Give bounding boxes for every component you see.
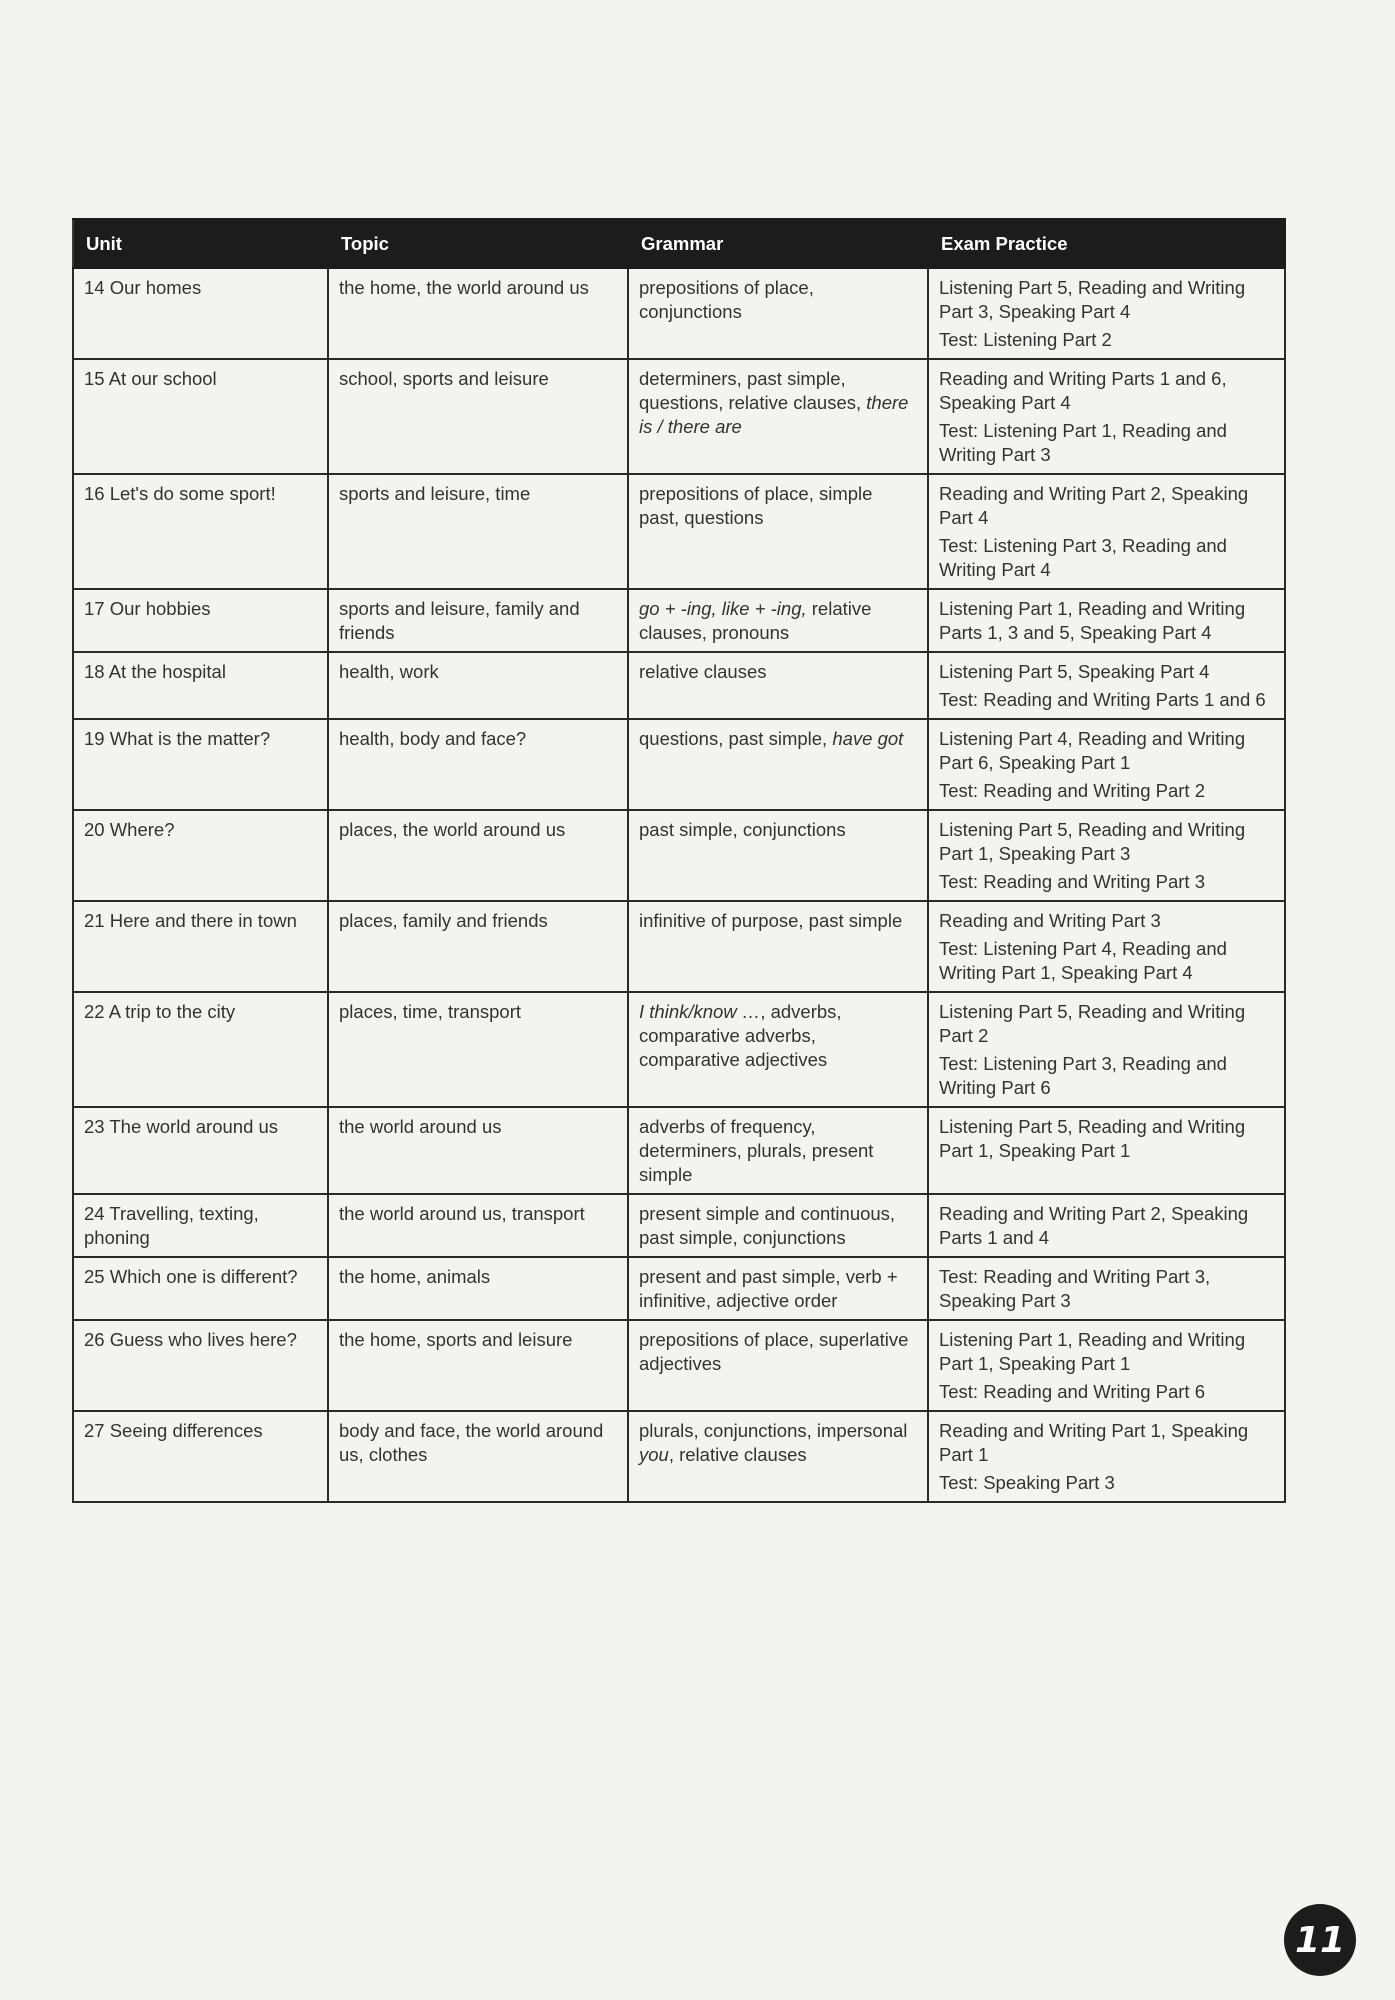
grammar-text: adverbs of frequency, determiners, plurals, present simple: [639, 1116, 874, 1185]
grammar-text: prepositions of place, simple past, questions: [639, 483, 873, 528]
table-row: [73, 1194, 1285, 1257]
cell-exam-practice: [928, 268, 1285, 359]
exam-test-text: Test: Reading and Writing Part 6: [939, 1381, 1205, 1402]
cell-exam-practice: [928, 589, 1285, 652]
cell-grammar: [628, 589, 928, 652]
cell-exam-practice: [928, 1194, 1285, 1257]
cell-exam-practice: [928, 992, 1285, 1107]
cell-exam-practice: [928, 1257, 1285, 1320]
table-header-row: [73, 219, 1285, 268]
cell-unit: 22 A trip to the city: [73, 992, 328, 1107]
exam-practice-text: Listening Part 5, Reading and Writing Part 1, Speaking Part 1: [939, 1116, 1246, 1161]
table-body: [73, 268, 1285, 1502]
table-row: [73, 268, 1285, 359]
grammar-italic-text: go + -ing, like + -ing,: [639, 598, 807, 619]
grammar-text: determiners, past simple, questions, relative clauses,: [639, 368, 867, 413]
cell-exam-practice: [928, 652, 1285, 719]
table-row: [73, 1257, 1285, 1320]
exam-practice-text: Listening Part 5, Reading and Writing Part 1, Speaking Part 3: [939, 819, 1246, 864]
exam-practice-text: Listening Part 1, Reading and Writing Parts 1, 3 and 5, Speaking Part 4: [939, 598, 1246, 643]
cell-grammar: [628, 901, 928, 992]
exam-practice-text: Reading and Writing Part 3: [939, 910, 1161, 931]
grammar-italic-text: you: [639, 1444, 669, 1465]
exam-test-text: Test: Listening Part 3, Reading and Writing Part 4: [939, 535, 1227, 580]
table-row: [73, 992, 1285, 1107]
grammar-text: present and past simple, verb + infinitive, adjective order: [639, 1266, 898, 1311]
cell-unit: 25 Which one is different?: [73, 1257, 328, 1320]
exam-practice-text: Reading and Writing Part 2, Speaking Part 4: [939, 483, 1249, 528]
cell-unit: 21 Here and there in town: [73, 901, 328, 992]
cell-grammar: [628, 268, 928, 359]
table-row: [73, 652, 1285, 719]
header-exam-practice: Exam Practice: [928, 219, 1285, 268]
exam-practice-text: Reading and Writing Part 2, Speaking Parts 1 and 4: [939, 1203, 1249, 1248]
cell-topic: the home, the world around us: [328, 268, 628, 359]
table-row: [73, 589, 1285, 652]
cell-topic: sports and leisure, time: [328, 474, 628, 589]
syllabus-table: [72, 218, 1286, 1503]
cell-unit: 17 Our hobbies: [73, 589, 328, 652]
header-grammar: Grammar: [628, 219, 928, 268]
grammar-italic-text: there is / there are: [639, 392, 909, 437]
grammar-text: infinitive of purpose, past simple: [639, 910, 903, 931]
cell-grammar: [628, 1257, 928, 1320]
table-row: [73, 901, 1285, 992]
exam-practice-text: Reading and Writing Part 1, Speaking Part 1: [939, 1420, 1249, 1465]
header-topic: Topic: [328, 219, 628, 268]
grammar-italic-text: have got: [832, 728, 904, 749]
grammar-text: prepositions of place, conjunctions: [639, 277, 814, 322]
exam-practice-text: Listening Part 4, Reading and Writing Part 6, Speaking Part 1: [939, 728, 1246, 773]
cell-exam-practice: [928, 1411, 1285, 1502]
cell-topic: sports and leisure, family and friends: [328, 589, 628, 652]
cell-grammar: [628, 474, 928, 589]
cell-unit: 26 Guess who lives here?: [73, 1320, 328, 1411]
cell-grammar: [628, 1411, 928, 1502]
grammar-italic-text: I think/know …: [639, 1001, 761, 1022]
grammar-text: , relative clauses: [668, 1444, 807, 1465]
grammar-text: prepositions of place, superlative adjectives: [639, 1329, 909, 1374]
cell-grammar: [628, 1107, 928, 1194]
exam-test-text: Test: Listening Part 1, Reading and Writing Part 3: [939, 420, 1227, 465]
exam-practice-text: Listening Part 5, Reading and Writing Part 3, Speaking Part 4: [939, 277, 1246, 322]
page-number-badge: 11: [1284, 1904, 1356, 1976]
table-row: [73, 1107, 1285, 1194]
table-row: [73, 1320, 1285, 1411]
grammar-text: present simple and continuous, past simple, conjunctions: [639, 1203, 896, 1248]
cell-unit: 23 The world around us: [73, 1107, 328, 1194]
exam-practice-text: Listening Part 5, Reading and Writing Part 2: [939, 1001, 1246, 1046]
cell-unit: 20 Where?: [73, 810, 328, 901]
cell-grammar: [628, 810, 928, 901]
cell-topic: school, sports and leisure: [328, 359, 628, 474]
table-row: [73, 359, 1285, 474]
exam-practice-text: Listening Part 5, Speaking Part 4: [939, 661, 1210, 682]
cell-topic: places, time, transport: [328, 992, 628, 1107]
exam-practice-text: Test: Reading and Writing Part 3, Speaking Part 3: [939, 1266, 1211, 1311]
cell-exam-practice: [928, 474, 1285, 589]
cell-unit: 18 At the hospital: [73, 652, 328, 719]
exam-test-text: Test: Reading and Writing Part 2: [939, 780, 1205, 801]
cell-grammar: [628, 992, 928, 1107]
cell-grammar: [628, 1194, 928, 1257]
cell-grammar: [628, 1320, 928, 1411]
cell-topic: places, family and friends: [328, 901, 628, 992]
cell-topic: places, the world around us: [328, 810, 628, 901]
cell-exam-practice: [928, 719, 1285, 810]
cell-topic: the home, animals: [328, 1257, 628, 1320]
header-unit: Unit: [73, 219, 328, 268]
cell-topic: the world around us: [328, 1107, 628, 1194]
cell-topic: health, work: [328, 652, 628, 719]
exam-practice-text: Listening Part 1, Reading and Writing Part 1, Speaking Part 1: [939, 1329, 1246, 1374]
cell-unit: 19 What is the matter?: [73, 719, 328, 810]
exam-test-text: Test: Listening Part 3, Reading and Writing Part 6: [939, 1053, 1227, 1098]
cell-topic: health, body and face?: [328, 719, 628, 810]
cell-topic: the home, sports and leisure: [328, 1320, 628, 1411]
table-row: [73, 474, 1285, 589]
cell-grammar: [628, 652, 928, 719]
cell-grammar: [628, 359, 928, 474]
cell-topic: the world around us, transport: [328, 1194, 628, 1257]
table-row: [73, 810, 1285, 901]
table-row: [73, 719, 1285, 810]
cell-grammar: [628, 719, 928, 810]
cell-unit: 14 Our homes: [73, 268, 328, 359]
grammar-text: relative clauses, pronouns: [639, 598, 872, 643]
cell-exam-practice: [928, 1107, 1285, 1194]
table-row: [73, 1411, 1285, 1502]
cell-topic: body and face, the world around us, clothes: [328, 1411, 628, 1502]
cell-exam-practice: [928, 901, 1285, 992]
grammar-text: , adverbs, comparative adverbs, comparative adjectives: [639, 1001, 842, 1070]
exam-test-text: Test: Listening Part 4, Reading and Writing Part 1, Speaking Part 4: [939, 938, 1227, 983]
exam-test-text: Test: Reading and Writing Part 3: [939, 871, 1205, 892]
cell-unit: 24 Travelling, texting, phoning: [73, 1194, 328, 1257]
grammar-text: plurals, conjunctions, impersonal: [639, 1420, 908, 1441]
cell-exam-practice: [928, 810, 1285, 901]
cell-exam-practice: [928, 1320, 1285, 1411]
cell-unit: 15 At our school: [73, 359, 328, 474]
cell-exam-practice: [928, 359, 1285, 474]
grammar-text: relative clauses: [639, 661, 767, 682]
exam-test-text: Test: Reading and Writing Parts 1 and 6: [939, 689, 1266, 710]
grammar-text: past simple, conjunctions: [639, 819, 846, 840]
grammar-text: questions, past simple,: [639, 728, 833, 749]
exam-test-text: Test: Speaking Part 3: [939, 1472, 1115, 1493]
exam-test-text: Test: Listening Part 2: [939, 329, 1112, 350]
exam-practice-text: Reading and Writing Parts 1 and 6, Speaking Part 4: [939, 368, 1227, 413]
cell-unit: 27 Seeing differences: [73, 1411, 328, 1502]
cell-unit: 16 Let's do some sport!: [73, 474, 328, 589]
